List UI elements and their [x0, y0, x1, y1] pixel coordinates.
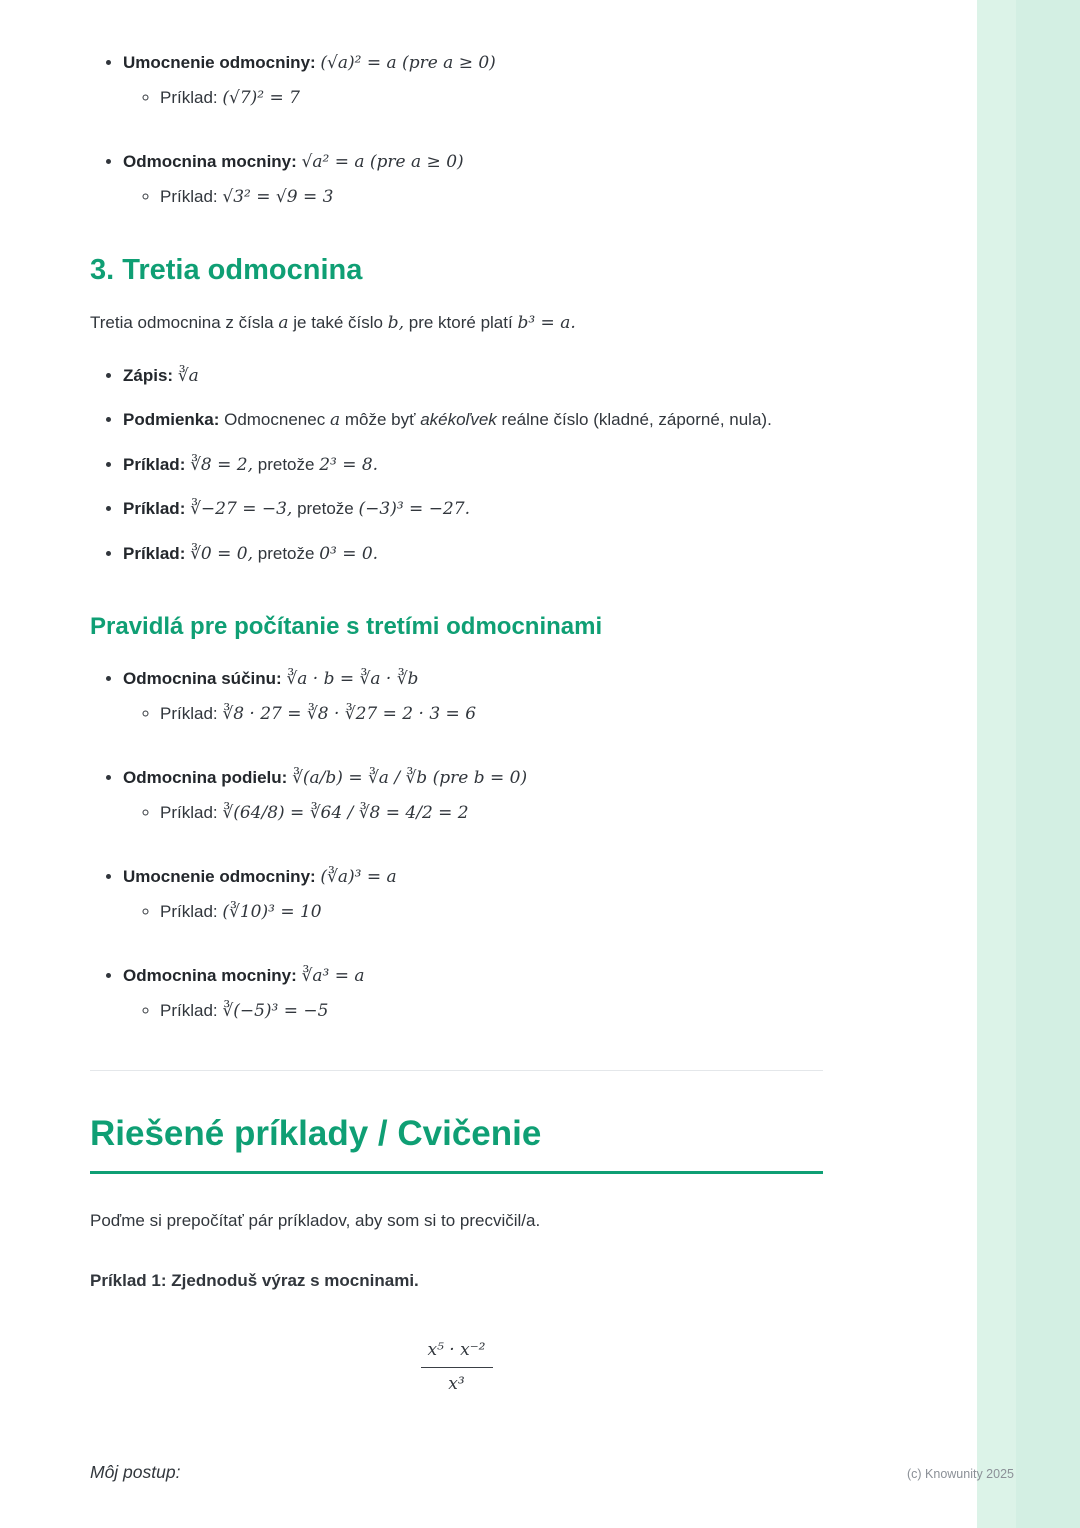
list-item [123, 496, 823, 523]
bullet-text: reálne číslo (kladné, záporné, nula). [501, 410, 772, 430]
bullet-label: Príklad: [123, 543, 186, 563]
rule-label: Odmocnina mocniny: [123, 152, 297, 171]
example-label: Príklad: [160, 802, 218, 822]
list-item [123, 864, 823, 925]
example-formula: (√7)² = 7 [222, 87, 300, 108]
list-item [160, 998, 823, 1025]
list-item [123, 666, 823, 727]
list-item [123, 963, 823, 1024]
rule-formula: ∛a³ = a [301, 966, 365, 987]
bullet-label: Príklad: [123, 499, 186, 519]
example-label: Príklad: [160, 703, 218, 723]
example-sublist [123, 800, 823, 827]
rule-formula: (∛a)³ = a [320, 867, 397, 888]
section-heading-tretia-odmocnina: 3. Tretia odmocnina [90, 254, 363, 286]
bullet-text: môže byť [344, 410, 416, 430]
problem1-label: Príklad 1: Zjednoduš výraz s mocninami. [90, 1270, 419, 1290]
example-sublist [123, 701, 823, 728]
bullet-formula: ∛−27 = −3, [190, 499, 293, 520]
intro-var: a [278, 313, 289, 334]
example-sublist [123, 85, 823, 112]
example-formula: (∛10)³ = 10 [222, 901, 322, 922]
bullet-emphasis: akékoľvek [420, 410, 497, 430]
example-formula: ∛8 · 27 = ∛8 · ∛27 = 2 · 3 = 6 [222, 703, 477, 724]
bullet-formula: (−3)³ = −27. [358, 499, 470, 520]
bullet-text: pretože [257, 454, 315, 474]
bullet-formula: 0³ = 0. [319, 543, 379, 564]
example-label: Príklad: [160, 1000, 218, 1020]
cube-root-properties-list [90, 363, 823, 568]
rule-formula: ∛(a/b) = ∛a / ∛b (pre b = 0) [292, 768, 528, 789]
bullet-label: Príklad: [123, 454, 186, 474]
example-label: Príklad: [160, 87, 218, 107]
bullet-text: pretože [297, 499, 354, 519]
list-item [123, 407, 823, 434]
problem1-expression [90, 1339, 823, 1394]
list-item [123, 50, 823, 111]
list-item [123, 765, 823, 826]
intro-text: Tretia odmocnina z čísla [90, 313, 274, 333]
example-formula: ∛(64/8) = ∛64 / ∛8 = 4/2 = 2 [222, 802, 469, 823]
example-sublist [123, 899, 823, 926]
intro-text: je také číslo [293, 313, 383, 333]
rule-formula: (√a)² = a (pre a ≥ 0) [320, 53, 496, 73]
subsection-heading-pravidla: Pravidlá pre počítanie s tretími odmocninami [90, 613, 603, 641]
exercises-intro: Poďme si prepočítať pár príkladov, aby som si to precvičil/a. [90, 1211, 541, 1231]
bullet-label: Podmienka: [123, 410, 220, 430]
section-divider [90, 1070, 823, 1071]
heading-riesene-priklady: Riešené príklady / Cvičenie [90, 1113, 823, 1174]
rule-label: Odmocnina súčinu: [123, 669, 282, 689]
bullet-var: a [329, 410, 341, 431]
cube-root-rules-list [90, 666, 823, 1024]
list-item [123, 149, 823, 210]
example-formula: ∛(−5)³ = −5 [222, 1000, 329, 1021]
list-item [123, 452, 823, 479]
rule-label: Umocnenie odmocniny: [123, 867, 316, 887]
list-item [123, 363, 823, 390]
list-item [160, 184, 823, 211]
rule-label: Odmocnina mocniny: [123, 966, 297, 986]
rule-formula: ∛a · b = ∛a · ∛b [286, 669, 419, 690]
fraction [421, 1339, 493, 1394]
example-label: Príklad: [160, 186, 218, 206]
list-item [160, 800, 823, 827]
list-item [160, 899, 823, 926]
intro-formula: b³ = a. [517, 313, 576, 334]
bullet-formula: ∛8 = 2, [190, 454, 254, 475]
intro-var: b, [387, 313, 405, 334]
list-item [160, 701, 823, 728]
list-item [123, 541, 823, 568]
rule-label: Odmocnina podielu: [123, 768, 288, 788]
list-item [160, 85, 823, 112]
example-formula: √3² = √9 = 3 [222, 186, 334, 207]
bullet-text: Odmocnenec [224, 410, 326, 430]
square-root-rules-list [90, 50, 823, 210]
fraction-denominator: x³ [448, 1373, 465, 1394]
bullet-label: Zápis: [123, 365, 174, 385]
my-steps-label: Môj postup: [90, 1461, 181, 1482]
example-label: Príklad: [160, 901, 218, 921]
rule-label: Umocnenie odmocniny: [123, 53, 316, 72]
intro-text: pre ktoré platí [408, 313, 513, 333]
section-intro-paragraph [90, 310, 823, 337]
bullet-formula: 2³ = 8. [319, 454, 379, 475]
bullet-text: pretože [257, 543, 315, 563]
bullet-formula: ∛a [177, 365, 199, 386]
example-sublist [123, 184, 823, 211]
watermark: (c) Knowunity 2025 [906, 1467, 1014, 1482]
example-sublist [123, 998, 823, 1025]
bullet-formula: ∛0 = 0, [190, 543, 254, 564]
fraction-numerator: x⁵ · x⁻² [421, 1339, 493, 1367]
rule-formula: √a² = a (pre a ≥ 0) [301, 152, 464, 172]
